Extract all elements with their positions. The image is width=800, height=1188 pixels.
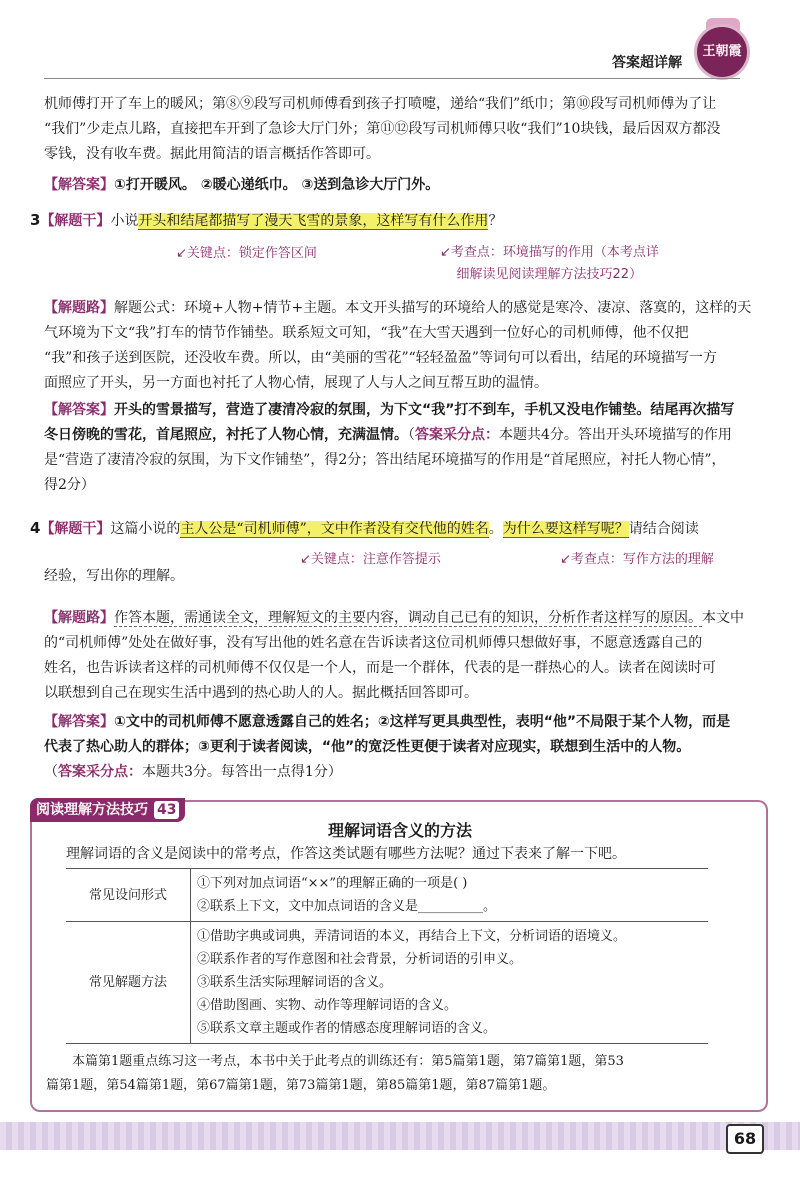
- stem-highlight: 为什么要这样写呢？: [502, 521, 629, 537]
- annotation-text: 关键点：注意作答提示: [310, 552, 441, 567]
- top-answer: [44, 173, 760, 198]
- text-line: 零钱，没有收车费。据此用简洁的语言概括作答即可。: [44, 146, 380, 162]
- stem-highlight: 主人公是“司机师傅”，文中作者没有交代他的姓名: [180, 521, 489, 537]
- q4-key-annotation: ↙关键点：注意作答提示: [300, 552, 441, 567]
- list-item: ①借助字典或词典，弄清词语的本义，再结合上下文，分析词语的语境义。: [197, 929, 627, 944]
- stem-pre: 小说: [110, 213, 139, 229]
- row-header: 常见设问形式: [66, 869, 191, 922]
- path-tag: 【解题路】: [44, 300, 114, 316]
- score-open: （: [44, 764, 58, 780]
- table-row: [66, 869, 708, 922]
- score-tag: 答案采分点：: [415, 427, 499, 443]
- header-divider: [44, 78, 740, 79]
- text-line: [44, 760, 760, 785]
- method-box-title: 理解词语含义的方法: [327, 821, 472, 840]
- box-label-text: 阅读理解方法技巧: [36, 802, 148, 818]
- box-number: 43: [154, 801, 179, 819]
- path-text: 解题公式：环境+人物+情节+主题。本文开头描写的环境给人的感觉是寒冷、凄凉、落寞的，这样的天: [114, 300, 752, 316]
- stem-post: ？: [488, 213, 503, 229]
- q3-answer: [44, 398, 760, 498]
- annotation-text: 细解读见阅读理解方法技巧22）: [456, 267, 643, 282]
- row-header: 常见解题方法: [66, 922, 191, 1044]
- method-table: [66, 868, 708, 1044]
- logo-text: 王朝霞: [702, 44, 742, 59]
- answer-text: ①打开暖风。 ②暖心递纸巾。 ③送到急诊大厅门外。: [114, 177, 440, 193]
- method-box-intro: 理解词语的含义是阅读中的常考点，作答这类试题有哪些方法呢？通过下表来了解一下吧。: [66, 846, 626, 862]
- q4-path: [44, 606, 760, 706]
- stem-mid: 。: [488, 521, 503, 537]
- annotation-text: 考查点：写作方法的理解: [570, 552, 714, 567]
- list-item: ②联系上下文，文中加点词语的含义是__________。: [197, 899, 497, 914]
- row-content: [191, 922, 709, 1044]
- text-line: 气环境为下文“我”打车的情节作铺垫。联系短文可知，“我”在大雪天遇到一位好心的司机师傅，他不仅把: [44, 325, 689, 341]
- text-line: [44, 606, 760, 631]
- list-item: ④借助图画、实物、动作等理解词语的含义。: [197, 998, 458, 1013]
- text-line: “我们”少走点儿路，直接把车开到了急诊大厅门外；第⑪⑫段写司机师傅只收“我们”10块钱，最后因双方都没: [44, 121, 721, 137]
- text-line: 代表了热心助人的群体；③更利于读者阅读，“他”的宽泛性更便于读者对应现实，联想到生活中的人物。: [44, 739, 691, 755]
- text-line: 本篇第1题重点练习这一考点，本书中关于此考点的训练还有：第5篇第1题，第7篇第1题，第53: [72, 1054, 624, 1069]
- path-text: 本文中: [702, 610, 744, 626]
- q4-answer: [44, 710, 760, 785]
- path-text: 作答本题，需通读全文，理解短文的主要内容，调动自己已有的知识，分析作者这样写的原因。: [114, 610, 702, 626]
- text-line: [44, 710, 760, 735]
- score-text: 本题共4分。答出开头环境描写的作用: [499, 427, 732, 443]
- text-line: 以联想到自己在现实生活中遇到的热心助人的人。据此概括回答即可。: [44, 685, 478, 701]
- text-line: “我”和孩子送到医院，还没收车费。所以，由“美丽的雪花”“轻轻盈盈”等词句可以看出，结尾的环境描写一方: [44, 350, 717, 366]
- answer-tag: 【解答案】: [44, 402, 114, 418]
- page-number: 68: [726, 1124, 764, 1154]
- list-item: ③联系生活实际理解词语的含义。: [197, 975, 393, 990]
- text-line: 得2分）: [44, 477, 95, 493]
- list-item: ⑤联系文章主题或作者的情感态度理解词语的含义。: [197, 1021, 497, 1036]
- text-line: 篇第1题，第54篇第1题，第67篇第1题，第73篇第1题，第85篇第1题，第87篇第1题。: [46, 1078, 556, 1093]
- answer-tag: 【解答案】: [44, 177, 114, 193]
- table-row: [66, 922, 708, 1044]
- list-item: ②联系作者的写作意图和社会背景，分析词语的引申义。: [197, 952, 523, 967]
- q3-path: [44, 296, 760, 396]
- stem-tag: 【解题干】: [40, 521, 111, 537]
- stem-post: 请结合阅读: [628, 521, 699, 537]
- answer-text: 开头的雪景描写，营造了凄清冷寂的氛围，为下文“我”打不到车，手机又没电作铺垫。结尾再次描写: [114, 402, 735, 418]
- page-header-title: 答案超详解: [612, 55, 682, 71]
- score-open: （: [408, 427, 415, 443]
- publisher-logo: [694, 24, 750, 80]
- footer-strip: [0, 1122, 800, 1150]
- text-line: 的“司机师傅”处处在做好事，没有写出他的姓名意在告诉读者这位司机师傅只想做好事，不愿意透露自己的: [44, 635, 703, 651]
- q4-stem-line2: 经验，写出你的理解。: [44, 568, 184, 584]
- top-explanation: [44, 92, 760, 198]
- q4-stem: [30, 516, 760, 542]
- stem-highlight: 开头和结尾都描写了漫天飞雪的景象，这样写有什么作用: [138, 213, 489, 229]
- stem-pre: 这篇小说的: [110, 521, 181, 537]
- answer-tag: 【解答案】: [44, 714, 114, 730]
- text-line: 面照应了开头，另一方面也衬托了人物心情，展现了人与人之间互帮互助的温情。: [44, 375, 548, 391]
- row-content: [191, 869, 709, 922]
- text-line: [44, 398, 760, 423]
- q3-exam-annotation: ↙考查点：环境描写的作用（本考点详 细解读见阅读理解方法技巧22）: [440, 245, 659, 282]
- score-text: 本题共3分。每答出一点得1分）: [142, 764, 342, 780]
- answer-text: ①文中的司机师傅不愿意透露自己的姓名；②这样写更具典型性，表明“他”不局限于某个人物，而是: [114, 714, 731, 730]
- text-line: [44, 423, 760, 448]
- method-box-note: [46, 1050, 756, 1098]
- q4-exam-annotation: ↙考查点：写作方法的理解: [560, 552, 714, 567]
- text-line: 是“营造了凄清冷寂的氛围，为下文作铺垫”，得2分；答出结尾环境描写的作用是“首尾照应，衬托人物心情”，: [44, 452, 726, 468]
- annotation-text: 考查点：环境描写的作用（本考点详: [450, 245, 659, 260]
- path-tag: 【解题路】: [44, 610, 114, 626]
- question-number: 3: [30, 211, 41, 229]
- answer-text: 冬日傍晚的雪花，首尾照应，衬托了人物心情，充满温情。: [44, 427, 408, 443]
- text-line: [44, 296, 760, 321]
- list-item: ①下列对加点词语“××”的理解正确的一项是( ): [197, 876, 468, 891]
- q3-stem: [30, 208, 760, 234]
- text-line: 机师傅打开了车上的暖风；第⑧⑨段写司机师傅看到孩子打喷嚏，递给“我们”纸巾；第⑩段写司机师傅为了让: [44, 96, 717, 112]
- q3-key-annotation: ↙关键点：锁定作答区间: [176, 246, 317, 261]
- question-number: 4: [30, 519, 41, 537]
- stem-tag: 【解题干】: [40, 213, 111, 229]
- text-line: 姓名，也告诉读者这样的司机师傅不仅仅是一个人，而是一个群体，代表的是一群热心的人。读者在阅读时可: [44, 660, 716, 676]
- score-tag: 答案采分点：: [58, 764, 142, 780]
- annotation-text: 关键点：锁定作答区间: [186, 246, 317, 261]
